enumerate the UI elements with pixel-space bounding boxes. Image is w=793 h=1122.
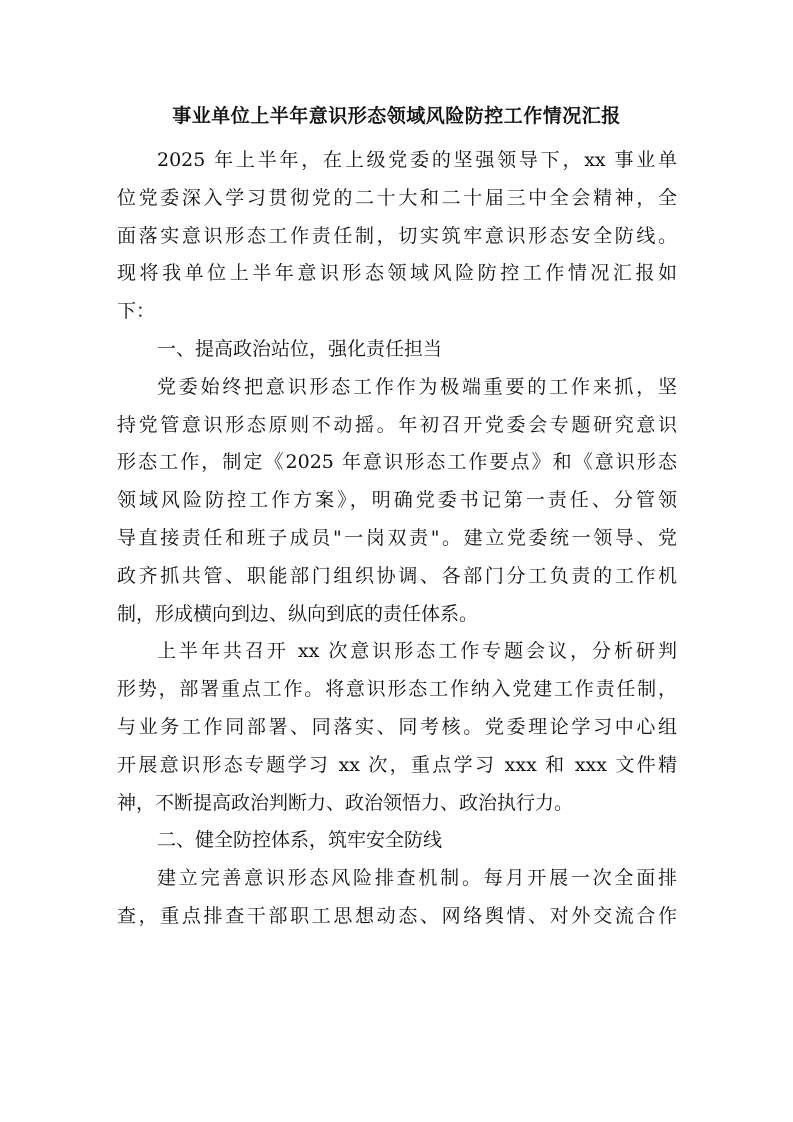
text-line: 领域风险防控工作方案》，明确党委书记第一责任、分管领 xyxy=(117,489,677,512)
text-line: 导直接责任和班子成员"一岗双责"。建立党委统一领导、党 xyxy=(117,526,677,549)
document-title: 事业单位上半年意识形态领域风险防控工作情况汇报 xyxy=(172,105,621,127)
text-line: 神，不断提高政治判断力、政治领悟力、政治执行力。 xyxy=(117,791,574,814)
text-line: 建立完善意识形态风险排查机制。每月开展一次全面排 xyxy=(157,867,677,890)
document-body xyxy=(117,142,677,936)
text-line: 政齐抓共管、职能部门组织协调、各部门分工负责的工作机 xyxy=(117,564,677,587)
text-line: 开展意识形态专题学习 xx 次，重点学习 xxx 和 xxx 文件精 xyxy=(117,753,677,776)
text-line: 持党管意识形态原则不动摇。年初召开党委会专题研究意识 xyxy=(117,413,677,436)
text-line: 与业务工作同部署、同落实、同考核。党委理论学习中心组 xyxy=(117,715,677,738)
text-line: 上半年共召开 xx 次意识形态工作专题会议，分析研判 xyxy=(157,640,677,663)
text-line: 面落实意识形态工作责任制，切实筑牢意识形态安全防线。 xyxy=(117,224,677,247)
text-line: 二、健全防控体系，筑牢安全防线 xyxy=(157,829,443,852)
text-line: 制，形成横向到边、纵向到底的责任体系。 xyxy=(117,602,479,625)
text-line: 党委始终把意识形态工作作为极端重要的工作来抓，坚 xyxy=(157,375,677,398)
text-line: 现将我单位上半年意识形态领域风险防控工作情况汇报如 xyxy=(117,262,677,285)
text-line: 位党委深入学习贯彻党的二十大和二十届三中全会精神，全 xyxy=(117,186,677,209)
text-line: 一、提高政治站位，强化责任担当 xyxy=(157,337,443,360)
text-line: 下： xyxy=(117,300,156,323)
text-line: 形势，部署重点工作。将意识形态工作纳入党建工作责任制， xyxy=(117,678,677,701)
text-line: 查，重点排查干部职工思想动态、网络舆情、对外交流合作 xyxy=(117,904,677,927)
text-line: 2025 年上半年，在上级党委的坚强领导下，xx 事业单 xyxy=(157,149,677,171)
text-line: 形态工作，制定《2025 年意识形态工作要点》和《意识形态 xyxy=(117,451,677,474)
